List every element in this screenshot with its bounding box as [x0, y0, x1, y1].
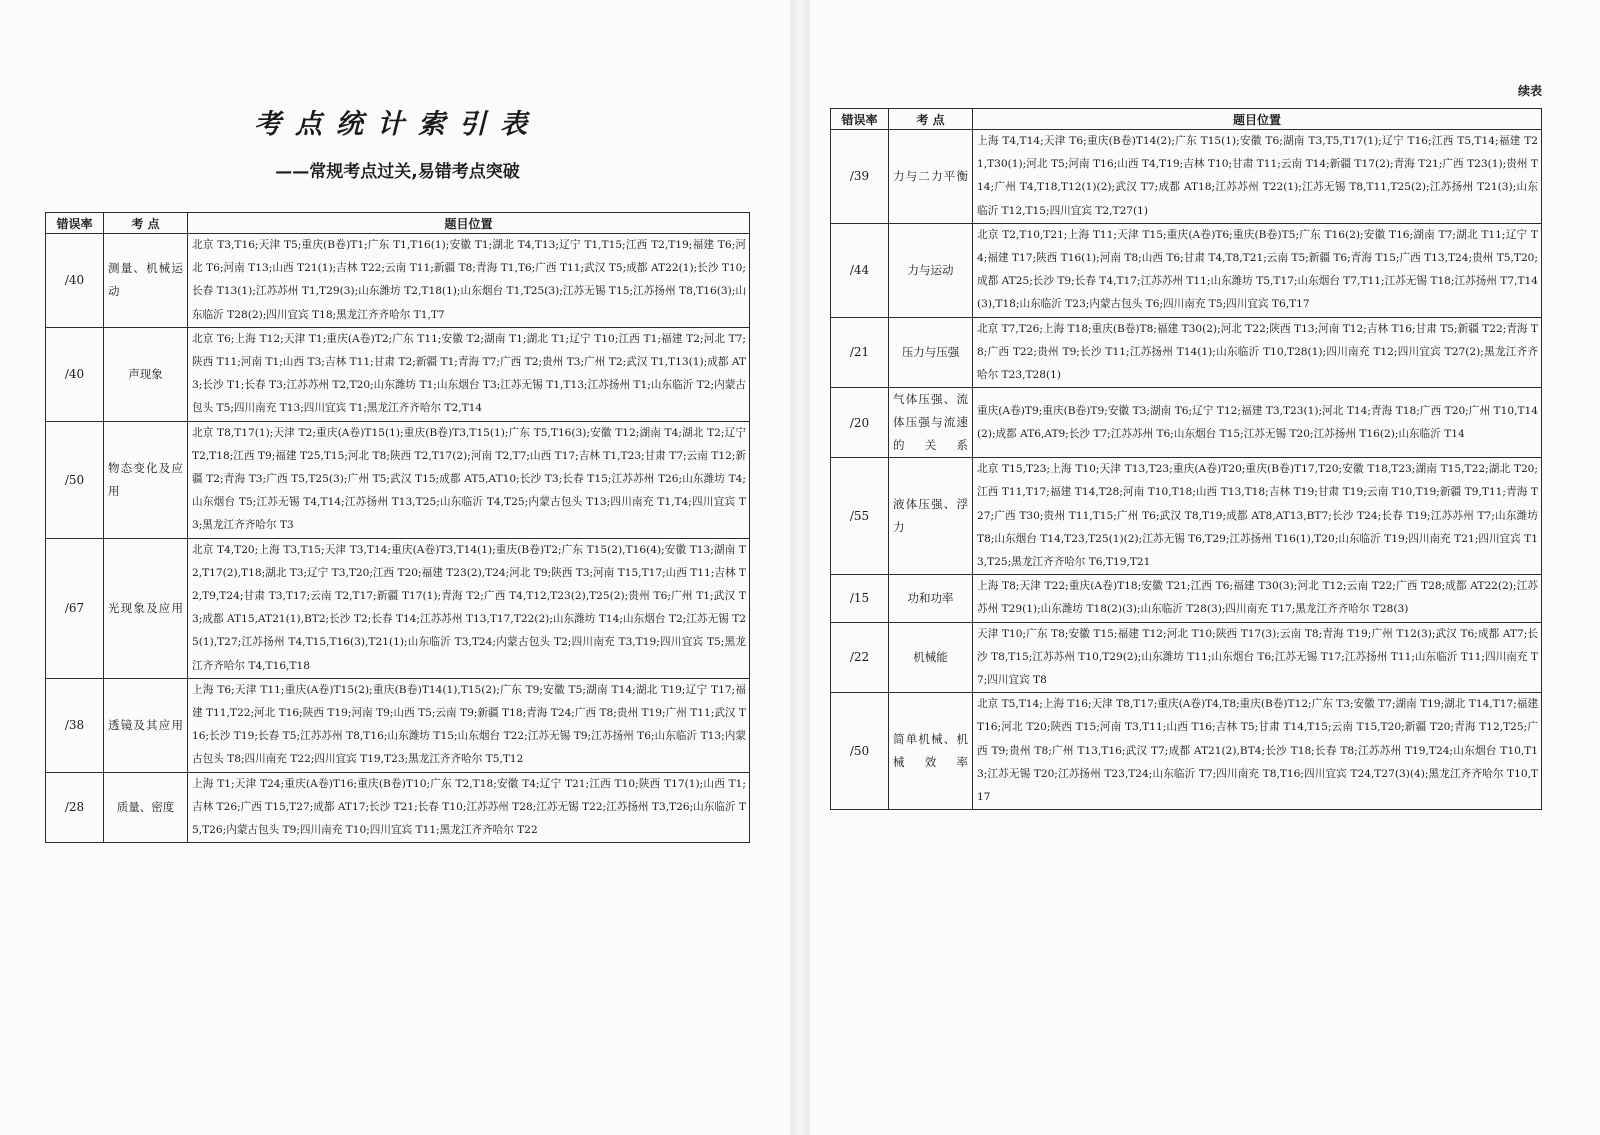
question-positions: 北京 T5,T14;上海 T16;天津 T8,T17;重庆(A卷)T4,T8;重庆(B卷)T12;广东 T3;安徽 T7;湖南 T19;湖北 T14,T17;福建 T16;河北 T20;陕西 T15;河南 T3,T11;山西 T16;吉林 T5;甘肃 T14,T15;云南 T15,T20;新疆 T20;青海 T12,T25;广西 T9;贵州 T8;广州 T13,T16;武汉 T7;成都 AT21(2),BT4;长沙 T18;长春 T8;江苏苏州 T19,T24;山东烟台 T10,T13;江苏无锡 T20;江苏扬州 T23,T24;山东临沂 T7;四川南充 T8,T16;四川宜宾 T24,T27(3)(4);黑龙江齐齐哈尔 T10,T17: [973, 693, 1542, 810]
error-rate: /20: [831, 388, 889, 458]
table-row: [831, 693, 1542, 810]
error-rate: /40: [46, 327, 104, 421]
error-rate: /15: [831, 575, 889, 622]
index-subtitle: ——常规考点过关,易错考点突破: [275, 162, 520, 182]
error-rate: /67: [46, 538, 104, 678]
error-rate: /50: [46, 421, 104, 538]
topic: 声现象: [104, 327, 188, 421]
question-positions: 重庆(A卷)T9;重庆(B卷)T9;安徽 T3;湖南 T6;辽宁 T12;福建 T3,T23(1);河北 T14;青海 T18;广西 T20;广州 T10,T14(2);成都 AT6,AT9;长沙 T7;江苏苏州 T6;山东烟台 T15;江苏无锡 T20;江苏扬州 T16(2);山东临沂 T14: [973, 388, 1542, 458]
error-rate: /22: [831, 622, 889, 693]
topic: 功和功率: [889, 575, 973, 622]
table-row: [831, 223, 1542, 317]
question-positions: 上海 T1;天津 T24;重庆(A卷)T16;重庆(B卷)T10;广东 T2,T18;安徽 T4;辽宁 T21;江西 T10;陕西 T17(1);山西 T1;吉林 T26;广西 T15,T27;成都 AT17;长沙 T21;长春 T10;江苏苏州 T28;江苏无锡 T22;江苏扬州 T3,T26;山东临沂 T5,T26;内蒙古包头 T9;四川南充 T10;四川宜宾 T11;黑龙江齐齐哈尔 T22: [188, 772, 750, 843]
header-topic: 考 点: [889, 109, 973, 130]
question-positions: 北京 T3,T16;天津 T5;重庆(B卷)T1;广东 T1,T16(1);安徽 T1;湖北 T4,T13;辽宁 T1,T15;江西 T2,T19;福建 T6;河北 T6;河南 T13;山西 T21(1);吉林 T22;云南 T11;新疆 T8;青海 T1,T6;广西 T11;武汉 T5;成都 AT22(1);长沙 T10;长春 T13(1);江苏苏州 T1,T29(3);山东潍坊 T2,T18(1);山东烟台 T1,T25(3);江苏无锡 T15;江苏扬州 T8,T16(3);山东临沂 T28(2);四川宜宾 T18;黑龙江齐齐哈尔 T1,T7: [188, 234, 750, 328]
index-title: 考点统计索引表: [254, 109, 541, 140]
table-header-row: [831, 109, 1542, 130]
question-positions: 天津 T10;广东 T8;安徽 T15;福建 T12;河北 T10;陕西 T17(3);云南 T8;青海 T19;广州 T12(3);武汉 T6;成都 AT7;长沙 T8,T15;江苏苏州 T10,T29(2);山东潍坊 T11;山东烟台 T6;江苏无锡 T17;江苏扬州 T11;山东临沂 T11;四川南充 T7;四川宜宾 T8: [973, 622, 1542, 693]
error-rate: /28: [46, 772, 104, 843]
error-rate: /40: [46, 234, 104, 328]
table-header-row: [46, 213, 750, 234]
error-rate: /21: [831, 317, 889, 388]
table-row: [831, 622, 1542, 693]
question-positions: 北京 T15,T23;上海 T10;天津 T13,T23;重庆(A卷)T20;重庆(B卷)T17,T20;安徽 T18,T23;湖南 T15,T22;湖北 T20;江西 T11,T17;福建 T14,T28;河南 T10,T18;山西 T13,T18;吉林 T19;甘肃 T19;云南 T10,T19;新疆 T9,T11;青海 T27;广西 T30;贵州 T11,T15;广州 T6;武汉 T8,T19;成都 AT8,AT13,BT7;长沙 T24;长春 T19;江苏苏州 T7;山东潍坊 T8;山东烟台 T14,T23,T25(1)(2);江苏无锡 T6,T29;江苏扬州 T16(1),T20;山东临沂 T19;四川南充 T21;四川宜宾 T13,T25;黑龙江齐齐哈尔 T6,T19,T21: [973, 458, 1542, 575]
topic: 简单机械、机械效率: [889, 693, 973, 810]
table-row: [46, 234, 750, 328]
header-topic: 考 点: [104, 213, 188, 234]
topic: 光现象及应用: [104, 538, 188, 678]
question-positions: 北京 T7,T26;上海 T18;重庆(B卷)T8;福建 T30(2);河北 T22;陕西 T13;河南 T12;吉林 T16;甘肃 T5;新疆 T22;青海 T8;广西 T22;贵州 T9;长沙 T11;江苏扬州 T14(1);山东临沂 T10,T28(1);四川南充 T12;四川宜宾 T27(2);黑龙江齐齐哈尔 T23,T28(1): [973, 317, 1542, 388]
header-error-rate: 错误率: [831, 109, 889, 130]
question-positions: 北京 T4,T20;上海 T3,T15;天津 T3,T14;重庆(A卷)T3,T14(1);重庆(B卷)T2;广东 T15(2),T16(4);安徽 T13;湖南 T2,T17(2),T18;湖北 T3;辽宁 T3,T20;江西 T20;福建 T23(2),T24;河北 T9;陕西 T3;河南 T15,T17;山西 T11;吉林 T2,T9,T24;甘肃 T3,T17;云南 T2,T17;新疆 T17(1);青海 T2;广西 T4,T12,T23(2),T25(2);贵州 T6;广州 T1;武汉 T3;成都 AT15,AT21(1),BT2;长沙 T2;长春 T14;江苏苏州 T13,T17,T22(2);山东潍坊 T14;山东烟台 T2;江苏无锡 T25(1),T27;江苏扬州 T4,T15,T16(3),T21(1);山东临沂 T3,T24;内蒙古包头 T2;四川南充 T3,T19;四川宜宾 T5;黑龙江齐齐哈尔 T4,T16,T18: [188, 538, 750, 678]
topic: 物态变化及应用: [104, 421, 188, 538]
topic: 透镜及其应用: [104, 678, 188, 772]
topic: 机械能: [889, 622, 973, 693]
topic: 质量、密度: [104, 772, 188, 843]
table-row: [46, 678, 750, 772]
continued-label: 续表: [1517, 84, 1542, 98]
topic: 力与二力平衡: [889, 130, 973, 224]
table-row: [831, 388, 1542, 458]
table-row: [831, 575, 1542, 622]
topic: 气体压强、流体压强与流速的关系: [889, 388, 973, 458]
header-question-position: 题目位置: [188, 213, 750, 234]
error-rate: /50: [831, 693, 889, 810]
table-row: [831, 317, 1542, 388]
topic: 测量、机械运动: [104, 234, 188, 328]
book-spine: [790, 0, 810, 1135]
header-question-position: 题目位置: [973, 109, 1542, 130]
topic: 压力与压强: [889, 317, 973, 388]
table-row: [46, 772, 750, 843]
left-index-table: [45, 212, 750, 843]
error-rate: /44: [831, 223, 889, 317]
question-positions: 北京 T8,T17(1);天津 T2;重庆(A卷)T15(1);重庆(B卷)T3,T15(1);广东 T5,T16(3);安徽 T12;湖南 T4;湖北 T2;辽宁 T2,T18;江西 T9;福建 T25,T15;河北 T8;陕西 T2,T17(2);河南 T2,T7;山西 T17;吉林 T1,T23;甘肃 T7;云南 T12;新疆 T2;青海 T3;广西 T5,T25(3);广州 T5;武汉 T15;成都 AT5,AT10;长沙 T3;长春 T15;江苏苏州 T26;山东潍坊 T4;山东烟台 T5;江苏无锡 T4,T14;江苏扬州 T13,T25;山东临沂 T4,T25;内蒙古包头 T13;四川南充 T1,T4;四川宜宾 T3;黑龙江齐齐哈尔 T3: [188, 421, 750, 538]
question-positions: 上海 T6;天津 T11;重庆(A卷)T15(2);重庆(B卷)T14(1),T15(2);广东 T9;安徽 T5;湖南 T14;湖北 T19;辽宁 T17;福建 T11,T22;河北 T16;陕西 T19;河南 T9;山西 T5;云南 T9;新疆 T18;青海 T24;广西 T8;贵州 T19;广州 T11;武汉 T16;长沙 T19;长春 T5;江苏苏州 T8,T16;山东潍坊 T15;山东烟台 T22;江苏无锡 T9;江苏扬州 T6;山东临沂 T13;内蒙古包头 T8;四川南充 T22;四川宜宾 T19,T23;黑龙江齐齐哈尔 T5,T12: [188, 678, 750, 772]
topic: 力与运动: [889, 223, 973, 317]
error-rate: /39: [831, 130, 889, 224]
table-row: [831, 130, 1542, 224]
table-row: [831, 458, 1542, 575]
table-row: [46, 421, 750, 538]
topic: 液体压强、浮力: [889, 458, 973, 575]
header-error-rate: 错误率: [46, 213, 104, 234]
error-rate: /38: [46, 678, 104, 772]
error-rate: /55: [831, 458, 889, 575]
question-positions: 上海 T4,T14;天津 T6;重庆(B卷)T14(2);广东 T15(1);安徽 T6;湖南 T3,T5,T17(1);辽宁 T16;江西 T5,T14;福建 T21,T30(1);河北 T5;河南 T16;山西 T4,T19;吉林 T10;甘肃 T11;云南 T14;新疆 T17(2);青海 T21;广西 T23(1);贵州 T14;广州 T4,T18,T12(1)(2);武汉 T7;成都 AT18;江苏苏州 T22(1);江苏无锡 T8,T11,T25(2);江苏扬州 T21(3);山东临沂 T12,T15;四川宜宾 T2,T27(1): [973, 130, 1542, 224]
question-positions: 北京 T2,T10,T21;上海 T11;天津 T15;重庆(A卷)T6;重庆(B卷)T5;广东 T16(2);安徽 T16;湖南 T7;湖北 T11;辽宁 T4;福建 T17;陕西 T16(1);河南 T8;山西 T6;甘肃 T4,T8,T21;云南 T5;新疆 T6;青海 T15;广西 T13,T24;贵州 T5,T20;成都 AT25;长沙 T9;长春 T4,T17;江苏苏州 T11;山东潍坊 T5,T17;山东烟台 T7,T11;江苏无锡 T18;江苏扬州 T7,T14(3),T18;山东临沂 T23;内蒙古包头 T6;四川南充 T5;四川宜宾 T6,T17: [973, 223, 1542, 317]
right-index-table: [830, 108, 1542, 810]
question-positions: 北京 T6;上海 T12;天津 T1;重庆(A卷)T2;广东 T11;安徽 T2;湖南 T1;湖北 T1;辽宁 T10;江西 T1;福建 T2;河北 T7;陕西 T11;河南 T1;山西 T3;吉林 T11;甘肃 T2;新疆 T1;青海 T7;广西 T2;贵州 T3;广州 T2;武汉 T1,T13(1);成都 AT3;长沙 T1;长春 T3;江苏苏州 T2,T20;山东潍坊 T1;山东烟台 T3;江苏无锡 T1,T13;江苏扬州 T1;山东临沂 T2;内蒙古包头 T5;四川南充 T13;四川宜宾 T1;黑龙江齐齐哈尔 T2,T14: [188, 327, 750, 421]
left-page: [0, 0, 790, 1135]
table-row: [46, 538, 750, 678]
table-row: [46, 327, 750, 421]
question-positions: 上海 T8;天津 T22;重庆(A卷)T18;安徽 T21;江西 T6;福建 T30(3);河北 T12;云南 T22;广西 T28;成都 AT22(2);江苏苏州 T29(1);山东潍坊 T18(2)(3);山东临沂 T28(3);四川南充 T17;黑龙江齐齐哈尔 T28(3): [973, 575, 1542, 622]
